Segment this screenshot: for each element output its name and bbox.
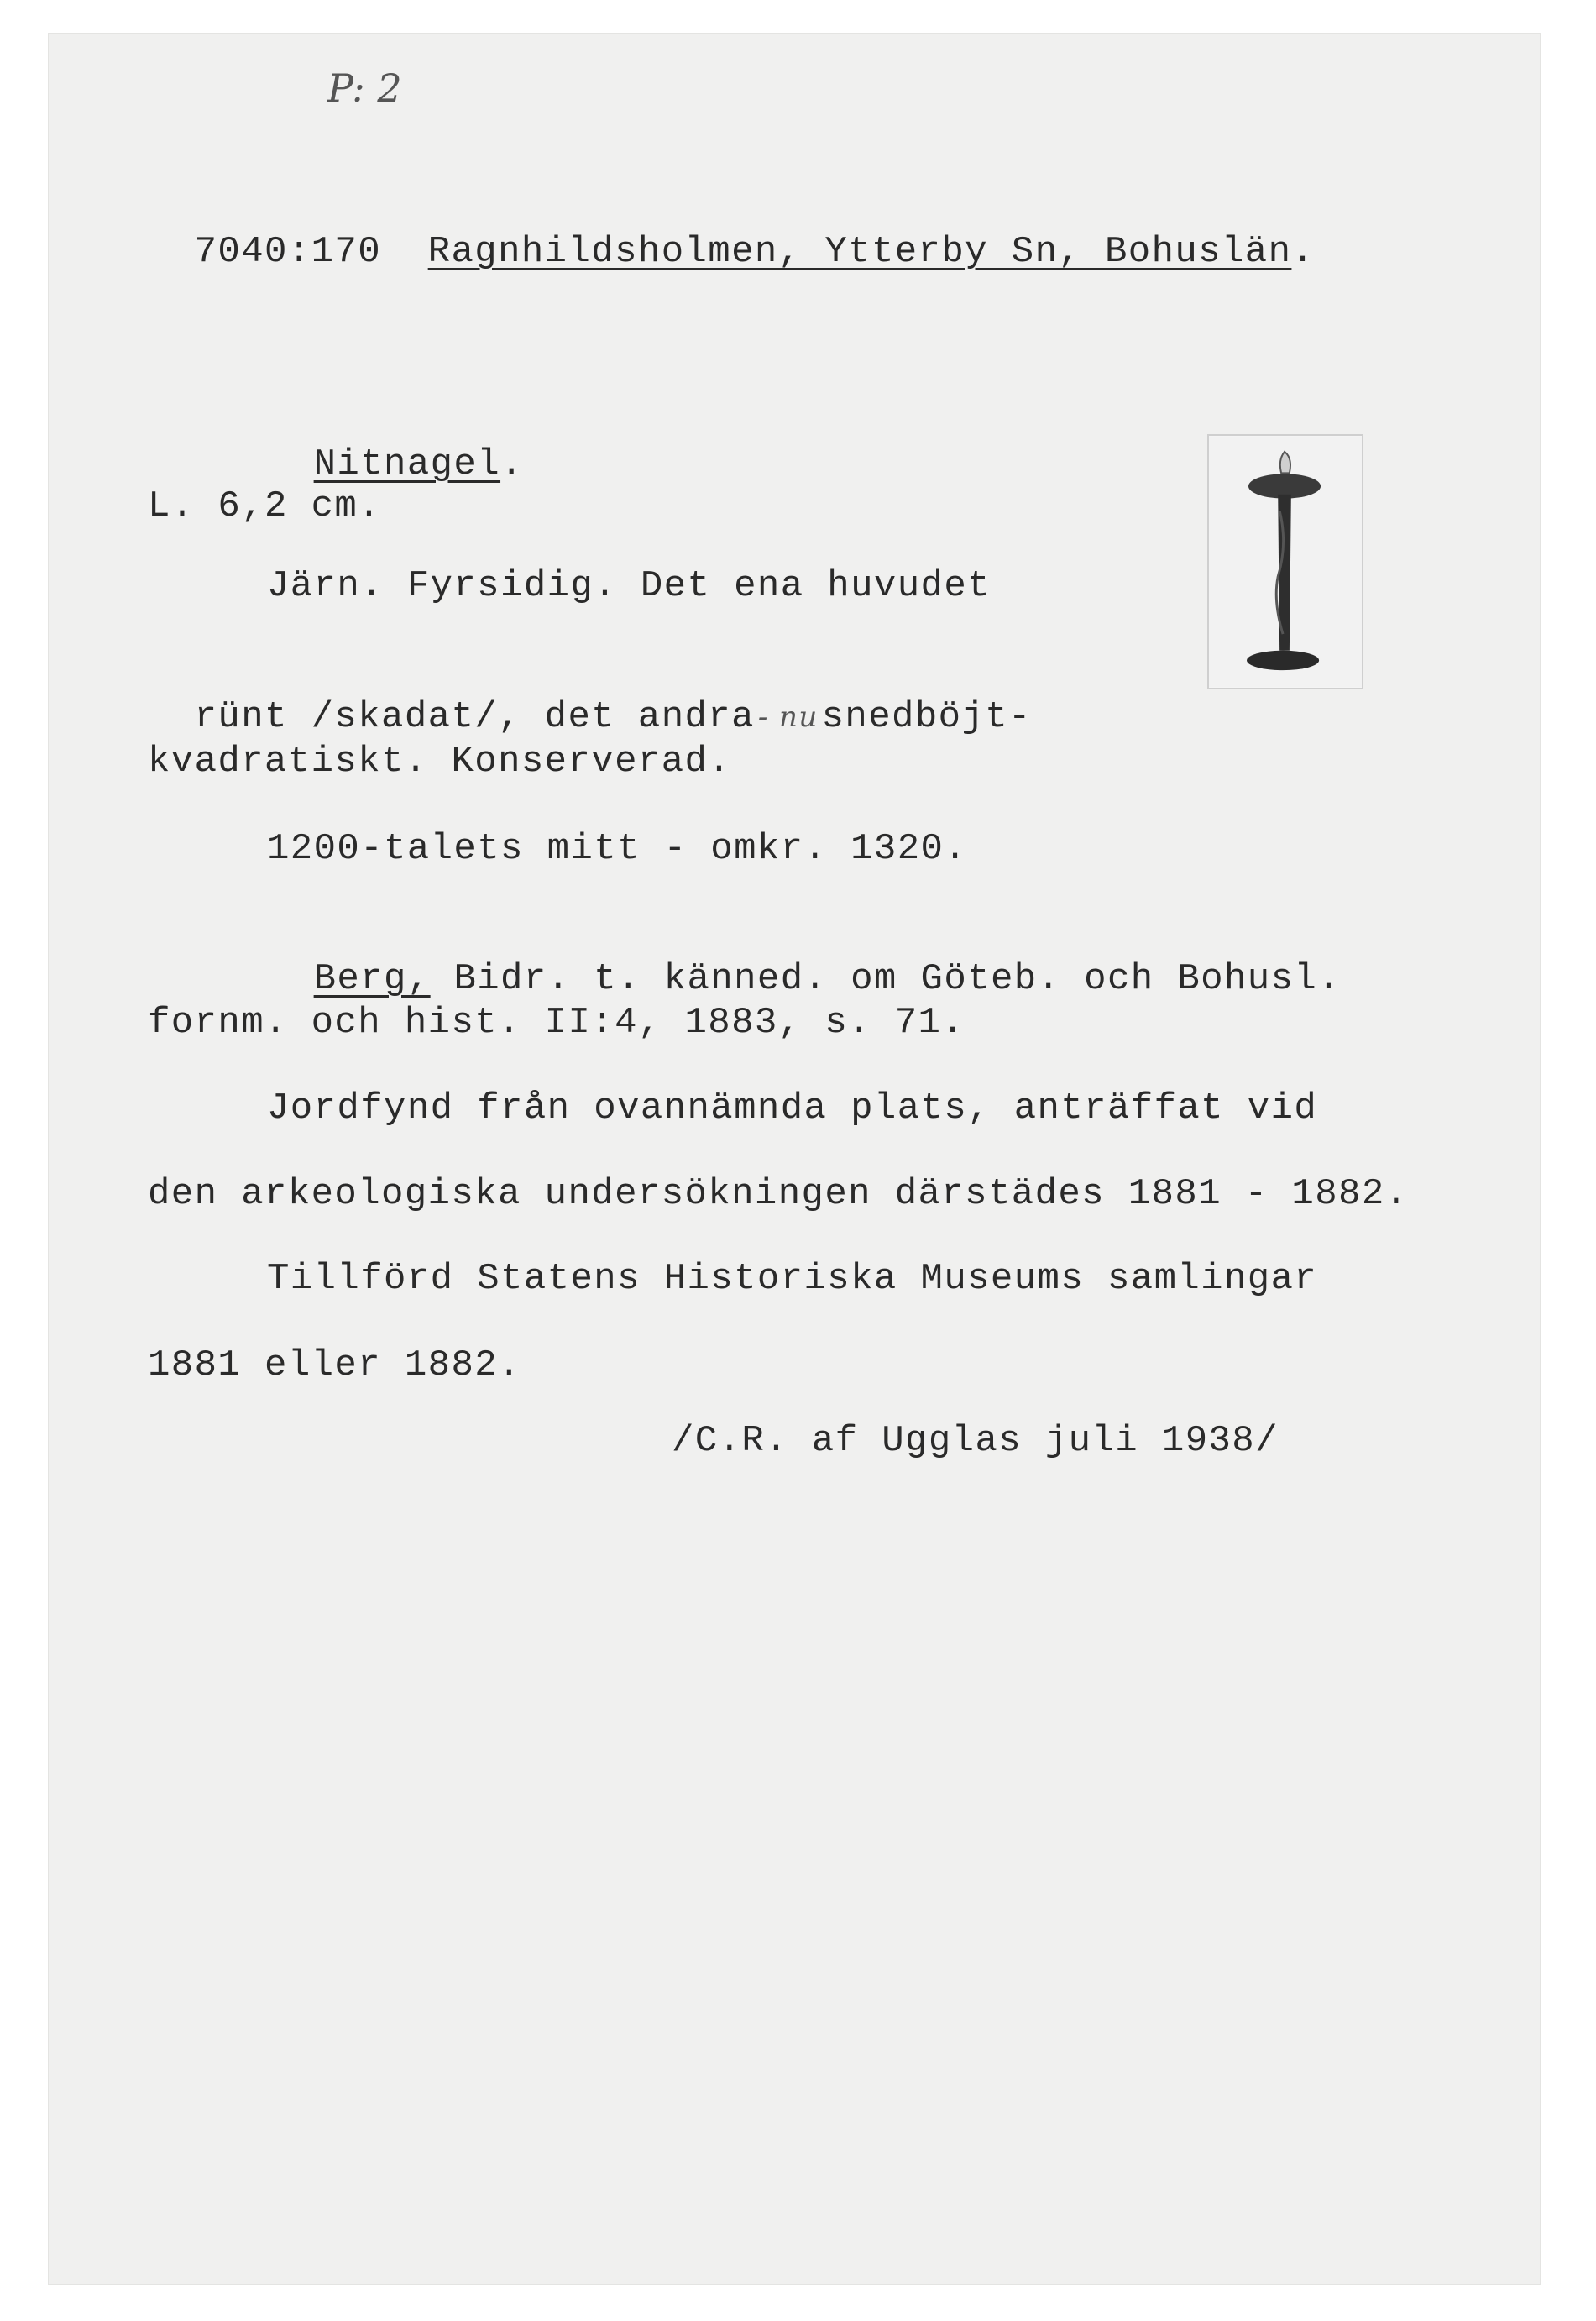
handwritten-insert: - nu: [757, 700, 819, 734]
acquisition-line-1: Tillförd Statens Historiska Museums samlingar: [267, 1258, 1318, 1300]
reference-author: Berg,: [313, 958, 431, 1000]
length: L. 6,2 cm.: [148, 485, 382, 527]
description-line-2: rünt /skadat/, det andra - nusnedböjt-: [194, 696, 1032, 738]
description-line-1: Järn. Fyrsidig. Det ena huvudet: [267, 565, 991, 607]
dating: 1200-talets mitt - omkr. 1320.: [267, 828, 968, 870]
catalog-header: 7040:170 Ragnhildsholmen, Ytterby Sn, Bohuslän.: [194, 231, 1316, 273]
description-line-3: kvadratiskt. Konserverad.: [148, 741, 732, 783]
object-name: Nitnagel.: [313, 443, 524, 485]
page-mark: P: 2: [327, 65, 402, 111]
rivet-nail-photo-icon: [1209, 436, 1362, 688]
reference-line-1: Berg, Bidr. t. känned. om Göteb. och Bohusl.: [313, 958, 1342, 1000]
find-line-1: Jordfynd från ovannämnda plats, anträffat vid: [267, 1087, 1318, 1129]
object-photo: [1207, 434, 1363, 689]
catalog-number: 7040:170: [194, 231, 382, 273]
acquisition-line-2: 1881 eller 1882.: [148, 1344, 521, 1386]
location: Ragnhildsholmen, Ytterby Sn, Bohuslän: [427, 231, 1292, 273]
signature: /C.R. af Ugglas juli 1938/: [672, 1420, 1279, 1462]
find-line-2: den arkeologiska undersökningen därstädes 1881 - 1882.: [148, 1173, 1409, 1215]
reference-line-2: fornm. och hist. II:4, 1883, s. 71.: [148, 1002, 965, 1044]
catalog-card: [49, 34, 1540, 2284]
